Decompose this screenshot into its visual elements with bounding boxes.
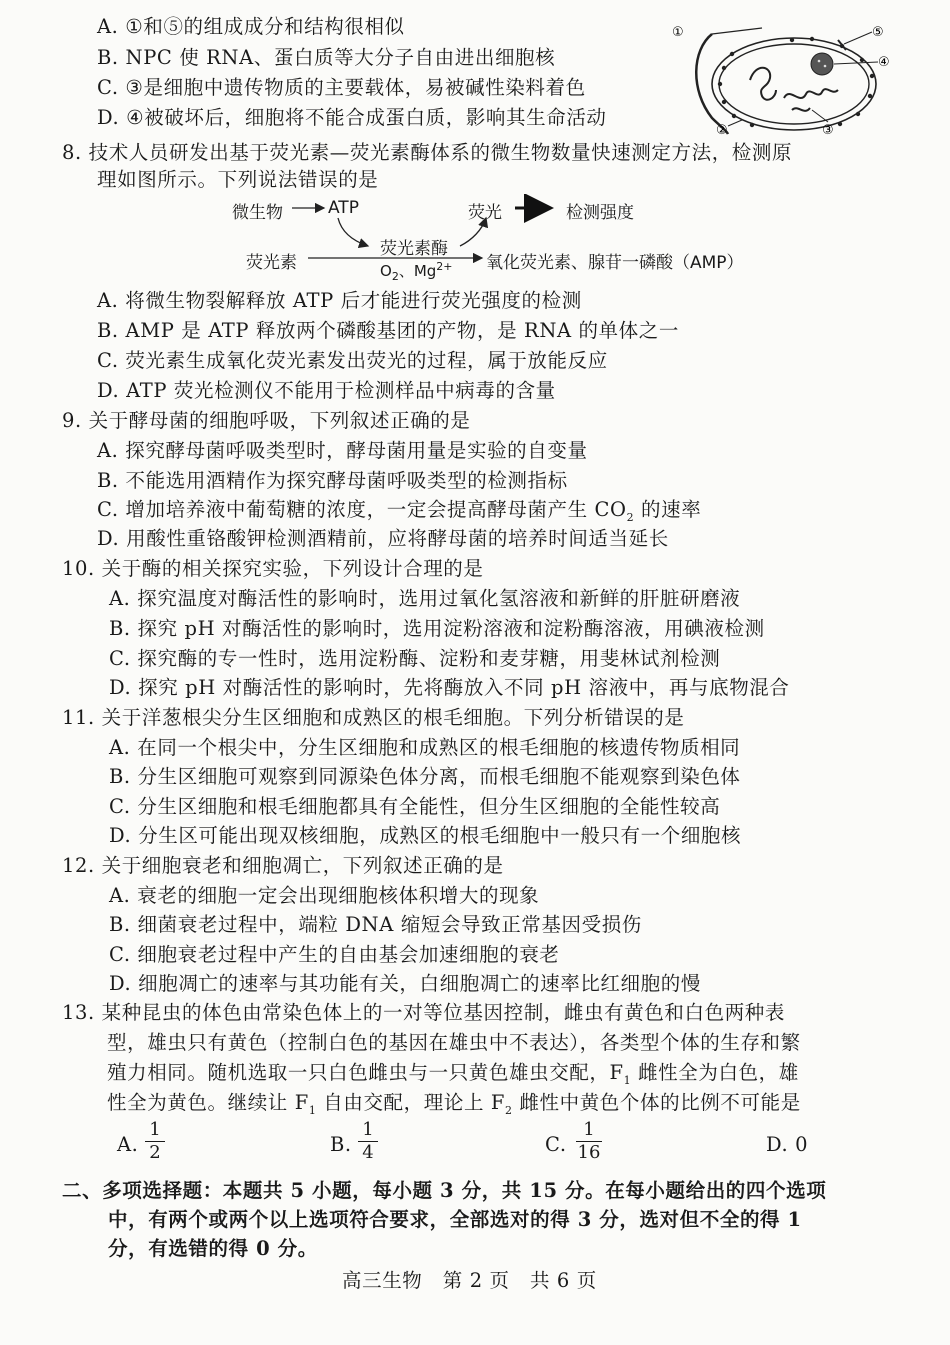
section2-line3: 分，有选错的得 0 分。 [108,1237,318,1260]
q10-stem: 10. 关于酶的相关探究实验，下列设计合理的是 [62,557,484,580]
flow-products: 氧化荧光素、腺苷一磷酸（AMP） [486,253,744,273]
q12-option-c: C. 细胞衰老过程中产生的自由基会加速细胞的衰老 [109,943,560,966]
q9-option-c: C. 增加培养液中葡萄糖的浓度，一定会提高酵母菌产生 $CO_2$ 的速率 [97,498,702,524]
label-1: ① [672,25,684,40]
q10-option-b: B. 探究 pH 对酶活性的影响时，选用淀粉溶液和淀粉酶溶液，用碘液检测 [109,617,765,640]
q13-stem-line3: 殖力相同。随机选取一只白色雌虫与一只黄色雄虫交配，$F_1$ 雌性全为白色，雄 [107,1061,799,1087]
flow-microbe: 微生物 [232,203,283,223]
section2-line2: 中，有两个或两个以上选项符合要求，全部选对的得 3 分，选对但不全的得 1 [108,1208,802,1231]
q7-option-c: C. ③是细胞中遗传物质的主要载体，易被碱性染料着色 [97,76,586,99]
q13-stem-line4: 性全为黄色。继续让 $F_1$ 自由交配，理论上 $F_2$ 雌性中黄色个体的比例不可能是 [107,1091,801,1117]
q13-option-c-label: C. [545,1133,567,1156]
q8-option-b: B. AMP 是 ATP 释放两个磷酸基团的产物，是 RNA 的单体之一 [97,319,679,342]
nucleus-diagram [672,10,892,140]
q11-option-c: C. 分生区细胞和根毛细胞都具有全能性，但分生区细胞的全能性较高 [109,795,721,818]
q9-stem: 9. 关于酵母菌的细胞呼吸，下列叙述正确的是 [62,409,471,432]
q8-option-a: A. 将微生物裂解释放 ATP 后才能进行荧光强度的检测 [97,289,582,312]
q7-option-d: D. ④被破坏后，细胞将不能合成蛋白质，影响其生命活动 [97,106,607,129]
q10-option-d: D. 探究 pH 对酶活性的影响时，先将酶放入不同 pH 溶液中，再与底物混合 [109,676,790,699]
q13-option-a-fraction: 1 2 [145,1120,165,1163]
q12-stem: 12. 关于细胞衰老和细胞凋亡，下列叙述正确的是 [62,854,504,877]
flow-conditions: $O_2$、$Mg^{2+}$ [380,260,453,283]
q13-stem-line2: 型，雄虫只有黄色（控制白色的基因在雄虫中不表达），各类型个体的生存和繁 [107,1031,801,1054]
flow-luciferin: 荧光素 [246,253,297,273]
q13-option-d: D. 0 [766,1133,809,1156]
q13-option-b-label: B. [330,1133,352,1156]
label-4: ④ [878,55,890,70]
label-3: ③ [822,123,834,138]
q11-option-b: B. 分生区细胞可观察到同源染色体分离，而根毛细胞不能观察到染色体 [109,765,741,788]
label-2: ② [716,123,728,138]
q9-option-a: A. 探究酵母菌呼吸类型时，酵母菌用量是实验的自变量 [97,439,588,462]
page-footer: 高三生物 第 2 页 共 6 页 [342,1269,597,1292]
flow-detect: 检测强度 [566,203,634,223]
q11-stem: 11. 关于洋葱根尖分生区细胞和成熟区的根毛细胞。下列分析错误的是 [62,706,685,729]
q10-option-c: C. 探究酶的专一性时，选用淀粉酶、淀粉和麦芽糖，用斐林试剂检测 [109,647,721,670]
flow-luciferase: 荧光素酶 [380,239,448,259]
q8-option-d: D. ATP 荧光检测仪不能用于检测样品中病毒的含量 [97,379,556,402]
q8-stem-line2: 理如图所示。下列说法错误的是 [97,168,379,191]
atp-flow-diagram [230,194,790,284]
q9-option-d: D. 用酸性重铬酸钾检测酒精前，应将酵母菌的培养时间适当延长 [97,527,669,550]
q11-option-d: D. 分生区可能出现双核细胞，成熟区的根毛细胞中一般只有一个细胞核 [109,824,742,847]
q10-option-a: A. 探究温度对酶活性的影响时，选用过氧化氢溶液和新鲜的肝脏研磨液 [109,587,741,610]
q11-option-a: A. 在同一个根尖中，分生区细胞和成熟区的根毛细胞的核遗传物质相同 [109,736,741,759]
q13-option-c-fraction: 1 16 [577,1119,601,1163]
q8-option-c: C. 荧光素生成氧化荧光素发出荧光的过程，属于放能反应 [97,349,608,372]
q13-option-b-fraction: 1 4 [358,1120,378,1163]
q12-option-d: D. 细胞凋亡的速率与其功能有关，白细胞凋亡的速率比红细胞的慢 [109,972,701,995]
q12-option-a: A. 衰老的细胞一定会出现细胞核体积增大的现象 [109,884,540,907]
q9-option-b: B. 不能选用酒精作为探究酵母菌呼吸类型的检测指标 [97,469,568,492]
flow-atp: ATP [328,198,359,218]
flow-fluorescence: 荧光 [468,203,502,223]
q13-stem-line1: 13. 某种昆虫的体色由常染色体上的一对等位基因控制，雌虫有黄色和白色两种表 [62,1001,786,1024]
q7-option-a: A. ①和⑤的组成成分和结构很相似 [97,15,405,38]
q8-stem-line1: 8. 技术人员研发出基于荧光素—荧光素酶体系的微生物数量快速测定方法，检测原 [62,141,793,164]
q13-option-a-label: A. [117,1133,139,1156]
q7-option-b: B. NPC 使 RNA、蛋白质等大分子自由进出细胞核 [97,46,556,69]
q12-option-b: B. 细菌衰老过程中，端粒 DNA 缩短会导致正常基因受损伤 [109,913,642,936]
label-5: ⑤ [872,25,884,40]
section2-line1: 二、多项选择题：本题共 5 小题，每小题 3 分，共 15 分。在每小题给出的四个选项 [62,1179,827,1202]
